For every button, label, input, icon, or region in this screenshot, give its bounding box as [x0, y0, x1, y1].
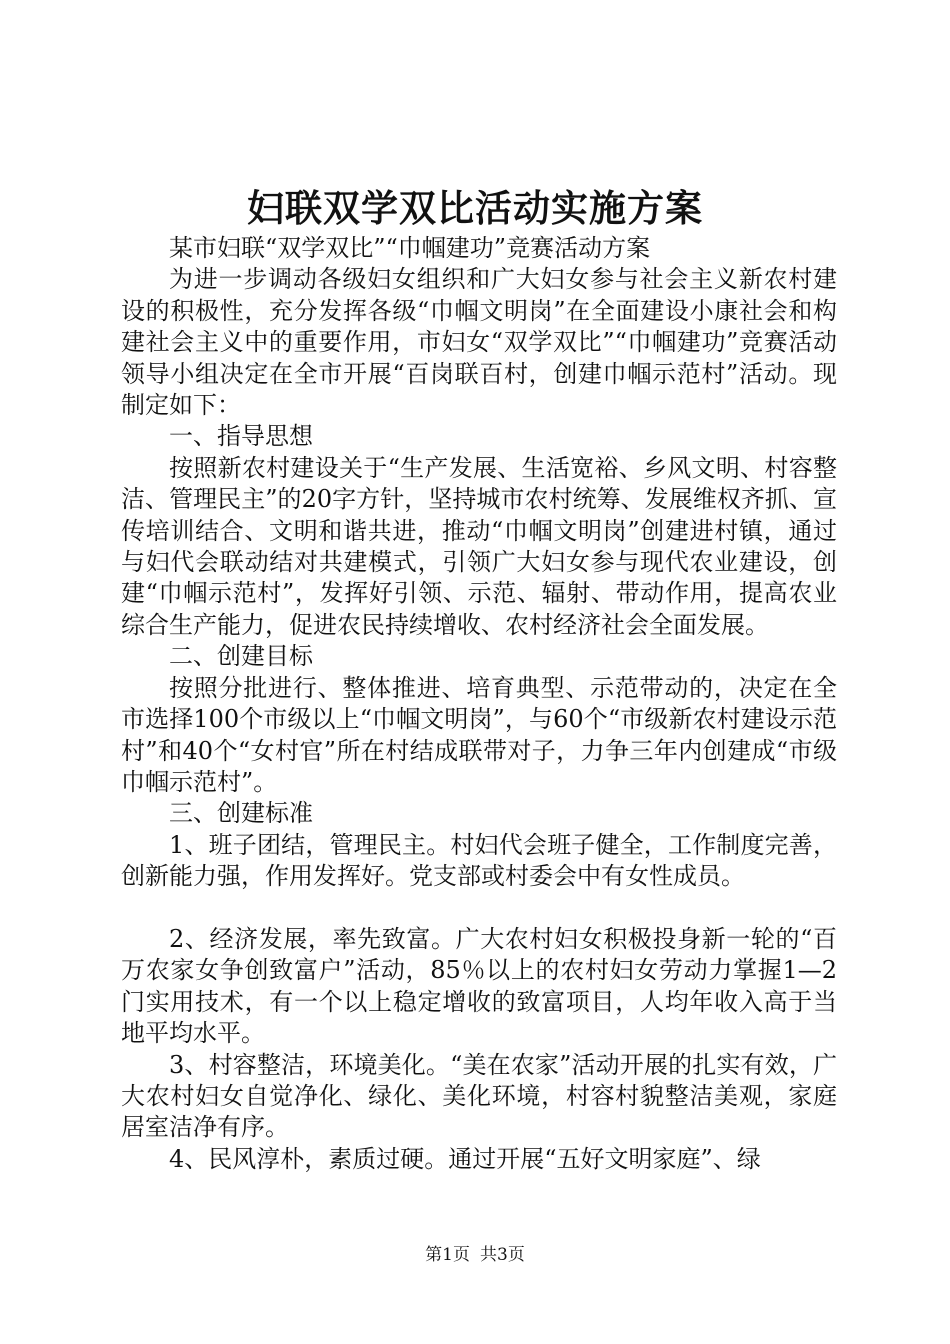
section-heading-guiding-thought: 一、指导思想 [169, 422, 313, 451]
page-number: 第1页 [425, 1245, 470, 1265]
subtitle-paragraph: 某市妇联“双学双比”“巾帼建功”竞赛活动方案 [169, 234, 651, 262]
standard-3-paragraph: 3、村容整洁，环境美化。“美在农家”活动开展的扎实有效，广大农村妇女自觉净化、绿化、美化环境，村容村貌整洁美观，家庭居室洁净有序。 [121, 1050, 837, 1142]
standard-4-paragraph: 4、民风淳朴，素质过硬。通过开展“五好文明家庭”、绿 [169, 1144, 761, 1173]
document-title: 妇联双学双比活动实施方案 [247, 186, 703, 230]
guiding-thought-paragraph: 按照新农村建设关于“生产发展、生活宽裕、乡风文明、村容整洁、管理民主”的20字方针，坚持城市农村统筹、发展维权齐抓、宣传培训结合、文明和谐共进，推动“巾帼文明岗”创建进村镇，通过与妇代会联动结对共建模式，引领广大妇女参与现代农业建设，创建“巾帼示范村”，发挥好引领、示范、辐射、带动作用，提高农业综合生产能力，促进农民持续增收、农村经济社会全面发展。 [121, 453, 837, 639]
intro-paragraph: 为进一步调动各级妇女组织和广大妇女参与社会主义新农村建设的积极性，充分发挥各级“巾帼文明岗”在全面建设小康社会和构建社会主义中的重要作用，市妇女“双学双比”“巾帼建功”竞赛活动领导小组决定在全市开展“百岗联百村，创建巾帼示范村”活动。现制定如下： [121, 265, 837, 420]
document-body [121, 233, 837, 1175]
goals-paragraph: 按照分批进行、整体推进、培育典型、示范带动的，决定在全市选择100个市级以上“巾帼文明岗”，与60个“市级新农村建设示范村”和40个“女村官”所在村结成联带对子，力争三年内创建成“市级巾帼示范村”。 [121, 673, 837, 796]
page-footer [0, 1243, 950, 1267]
standard-2-paragraph: 2、经济发展，率先致富。广大农村妇女积极投身新一轮的“百万农家女争创致富户”活动，85％以上的农村妇女劳动力掌握1—2门实用技术，有一个以上稳定增收的致富项目，人均年收入高于当地平均水平。 [121, 924, 837, 1048]
standard-1-paragraph: 1、班子团结，管理民主。村妇代会班子健全，工作制度完善，创新能力强，作用发挥好。党支部或村委会中有女性成员。 [121, 830, 837, 891]
page-total: 共3页 [480, 1245, 525, 1265]
section-heading-standards: 三、创建标准 [169, 799, 313, 828]
section-heading-goals: 二、创建目标 [169, 642, 313, 671]
